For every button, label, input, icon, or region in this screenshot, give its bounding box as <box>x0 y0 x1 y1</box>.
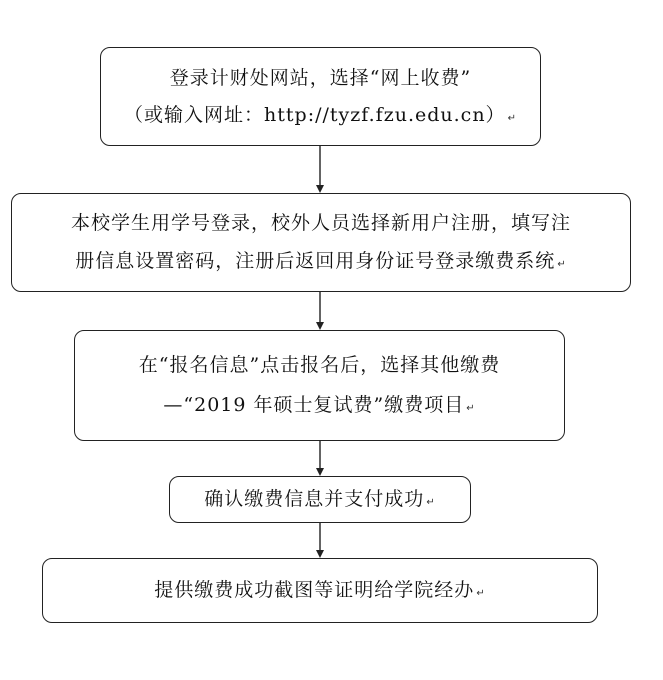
step-4-line-1-wrap <box>204 490 435 509</box>
step-5-line-1: 提供缴费成功截图等证明给学院经办 <box>154 579 475 601</box>
step-4-box <box>169 476 471 523</box>
step-3-line-2-wrap <box>163 396 475 415</box>
step-2-box <box>11 193 631 292</box>
step-1-line-2-wrap <box>124 103 517 126</box>
paragraph-mark-icon: ↵ <box>507 112 517 124</box>
paragraph-mark-icon: ↵ <box>466 403 476 414</box>
paragraph-mark-icon: ↵ <box>557 259 567 270</box>
paragraph-mark-icon: ↵ <box>476 588 486 599</box>
paragraph-mark-icon: ↵ <box>426 497 436 508</box>
step-3-line-2: —“2019 年硕士复试费”缴费项目 <box>163 394 465 416</box>
step-5-box <box>42 558 598 623</box>
step-2-line-1: 本校学生用学号登录，校外人员选择新用户注册，填写注 <box>70 212 571 234</box>
step-4-line-1: 确认缴费信息并支付成功 <box>204 488 425 510</box>
step-3-box <box>74 330 565 441</box>
step-1-line-1: 登录计财处网站，选择“网上收费” <box>169 66 472 89</box>
step-1-line-2: （或输入网址：http://tyzf.fzu.edu.cn） <box>124 103 506 126</box>
step-2-line-2: 册信息设置密码，注册后返回用身份证号登录缴费系统 <box>75 250 556 272</box>
step-3-line-1: 在“报名信息”点击报名后，选择其他缴费 <box>138 354 501 376</box>
step-5-line-1-wrap <box>154 581 485 600</box>
step-1-box <box>100 47 541 146</box>
step-2-line-2-wrap <box>75 252 566 271</box>
